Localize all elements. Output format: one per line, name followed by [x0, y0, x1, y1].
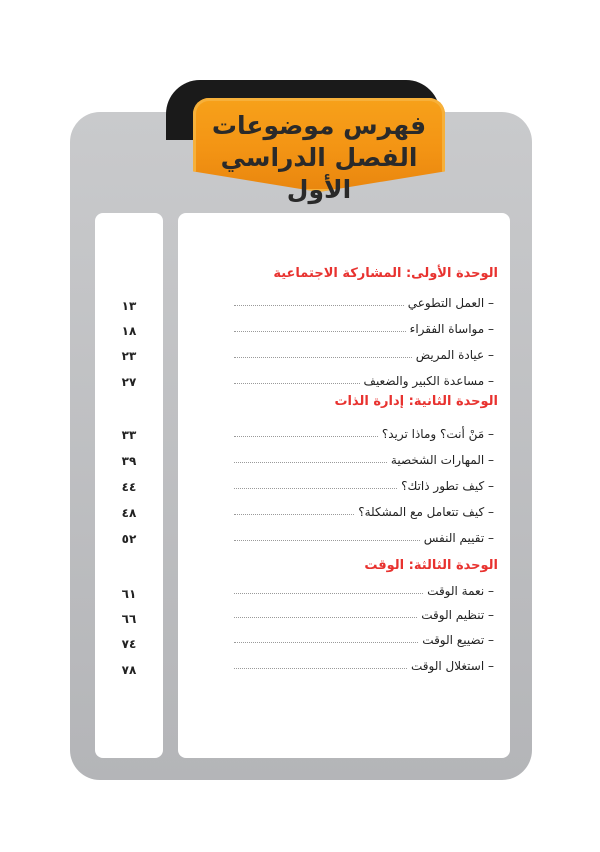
dot-leader	[234, 593, 423, 594]
page-number: ١٣	[121, 299, 137, 313]
toc-item-label: – مساعدة الكبير والضعيف	[363, 374, 494, 388]
toc-item-label: – عيادة المريض	[415, 348, 494, 362]
toc-item	[234, 527, 494, 545]
page-number: ٦١	[121, 587, 137, 601]
page-number: ٧٨	[121, 663, 137, 677]
dot-leader	[234, 383, 360, 384]
dot-leader	[234, 540, 420, 541]
toc-title-line1: فهرس موضوعات	[211, 111, 427, 140]
dot-leader	[234, 488, 397, 489]
page-number: ١٨	[121, 324, 137, 338]
unit-heading: الوحدة الأولى: المشاركة الاجتماعية	[273, 266, 498, 281]
toc-item-label: – تضييع الوقت	[422, 633, 494, 647]
dot-leader	[234, 642, 418, 643]
toc-item	[234, 604, 494, 622]
toc-item-label: – كيف تطور ذاتك؟	[401, 479, 494, 493]
dot-leader	[234, 357, 412, 358]
page-number: ٥٢	[121, 532, 137, 546]
page-number: ٣٣	[121, 428, 137, 442]
page-number: ٢٣	[121, 349, 137, 363]
page-number: ٢٧	[121, 375, 137, 389]
dot-leader	[234, 331, 406, 332]
toc-item	[234, 475, 494, 493]
dot-leader	[234, 617, 417, 618]
page-number: ٦٦	[121, 612, 137, 626]
page-number: ٤٨	[121, 506, 137, 520]
toc-item-label: – كيف تتعامل مع المشكلة؟	[358, 505, 494, 519]
unit-heading: الوحدة الثالثة: الوقت	[364, 558, 498, 573]
toc-item	[234, 344, 494, 362]
toc-item-label: – استغلال الوقت	[410, 659, 494, 673]
toc-item-label: – نعمة الوقت	[427, 584, 494, 598]
dot-leader	[234, 668, 407, 669]
toc-item-label: – العمل التطوعي	[407, 296, 494, 310]
toc-item-label: – تقييم النفس	[423, 531, 494, 545]
toc-item	[234, 655, 494, 673]
toc-item	[234, 370, 494, 388]
toc-item	[234, 449, 494, 467]
toc-item-label: – مواساة الفقراء	[409, 322, 494, 336]
dot-leader	[234, 462, 387, 463]
toc-title-line2: الفصل الدراسي الأول	[220, 143, 418, 204]
toc-item-label: – المهارات الشخصية	[390, 453, 494, 467]
toc-item	[234, 318, 494, 336]
toc-item	[234, 629, 494, 647]
toc-item	[234, 423, 494, 441]
toc-title	[193, 110, 445, 206]
page-number: ٤٤	[121, 480, 137, 494]
dot-leader	[234, 305, 404, 306]
page-number: ٧٤	[121, 637, 137, 651]
toc-item	[234, 501, 494, 519]
dot-leader	[234, 514, 354, 515]
toc-item-label: – مَنْ أنت؟ وماذا تريد؟	[381, 427, 494, 441]
toc-item	[234, 580, 494, 598]
page-number: ٣٩	[121, 454, 137, 468]
toc-item-label: – تنظيم الوقت	[421, 608, 494, 622]
toc-item	[234, 292, 494, 310]
unit-heading: الوحدة الثانية: إدارة الذات	[334, 394, 498, 409]
dot-leader	[234, 436, 378, 437]
